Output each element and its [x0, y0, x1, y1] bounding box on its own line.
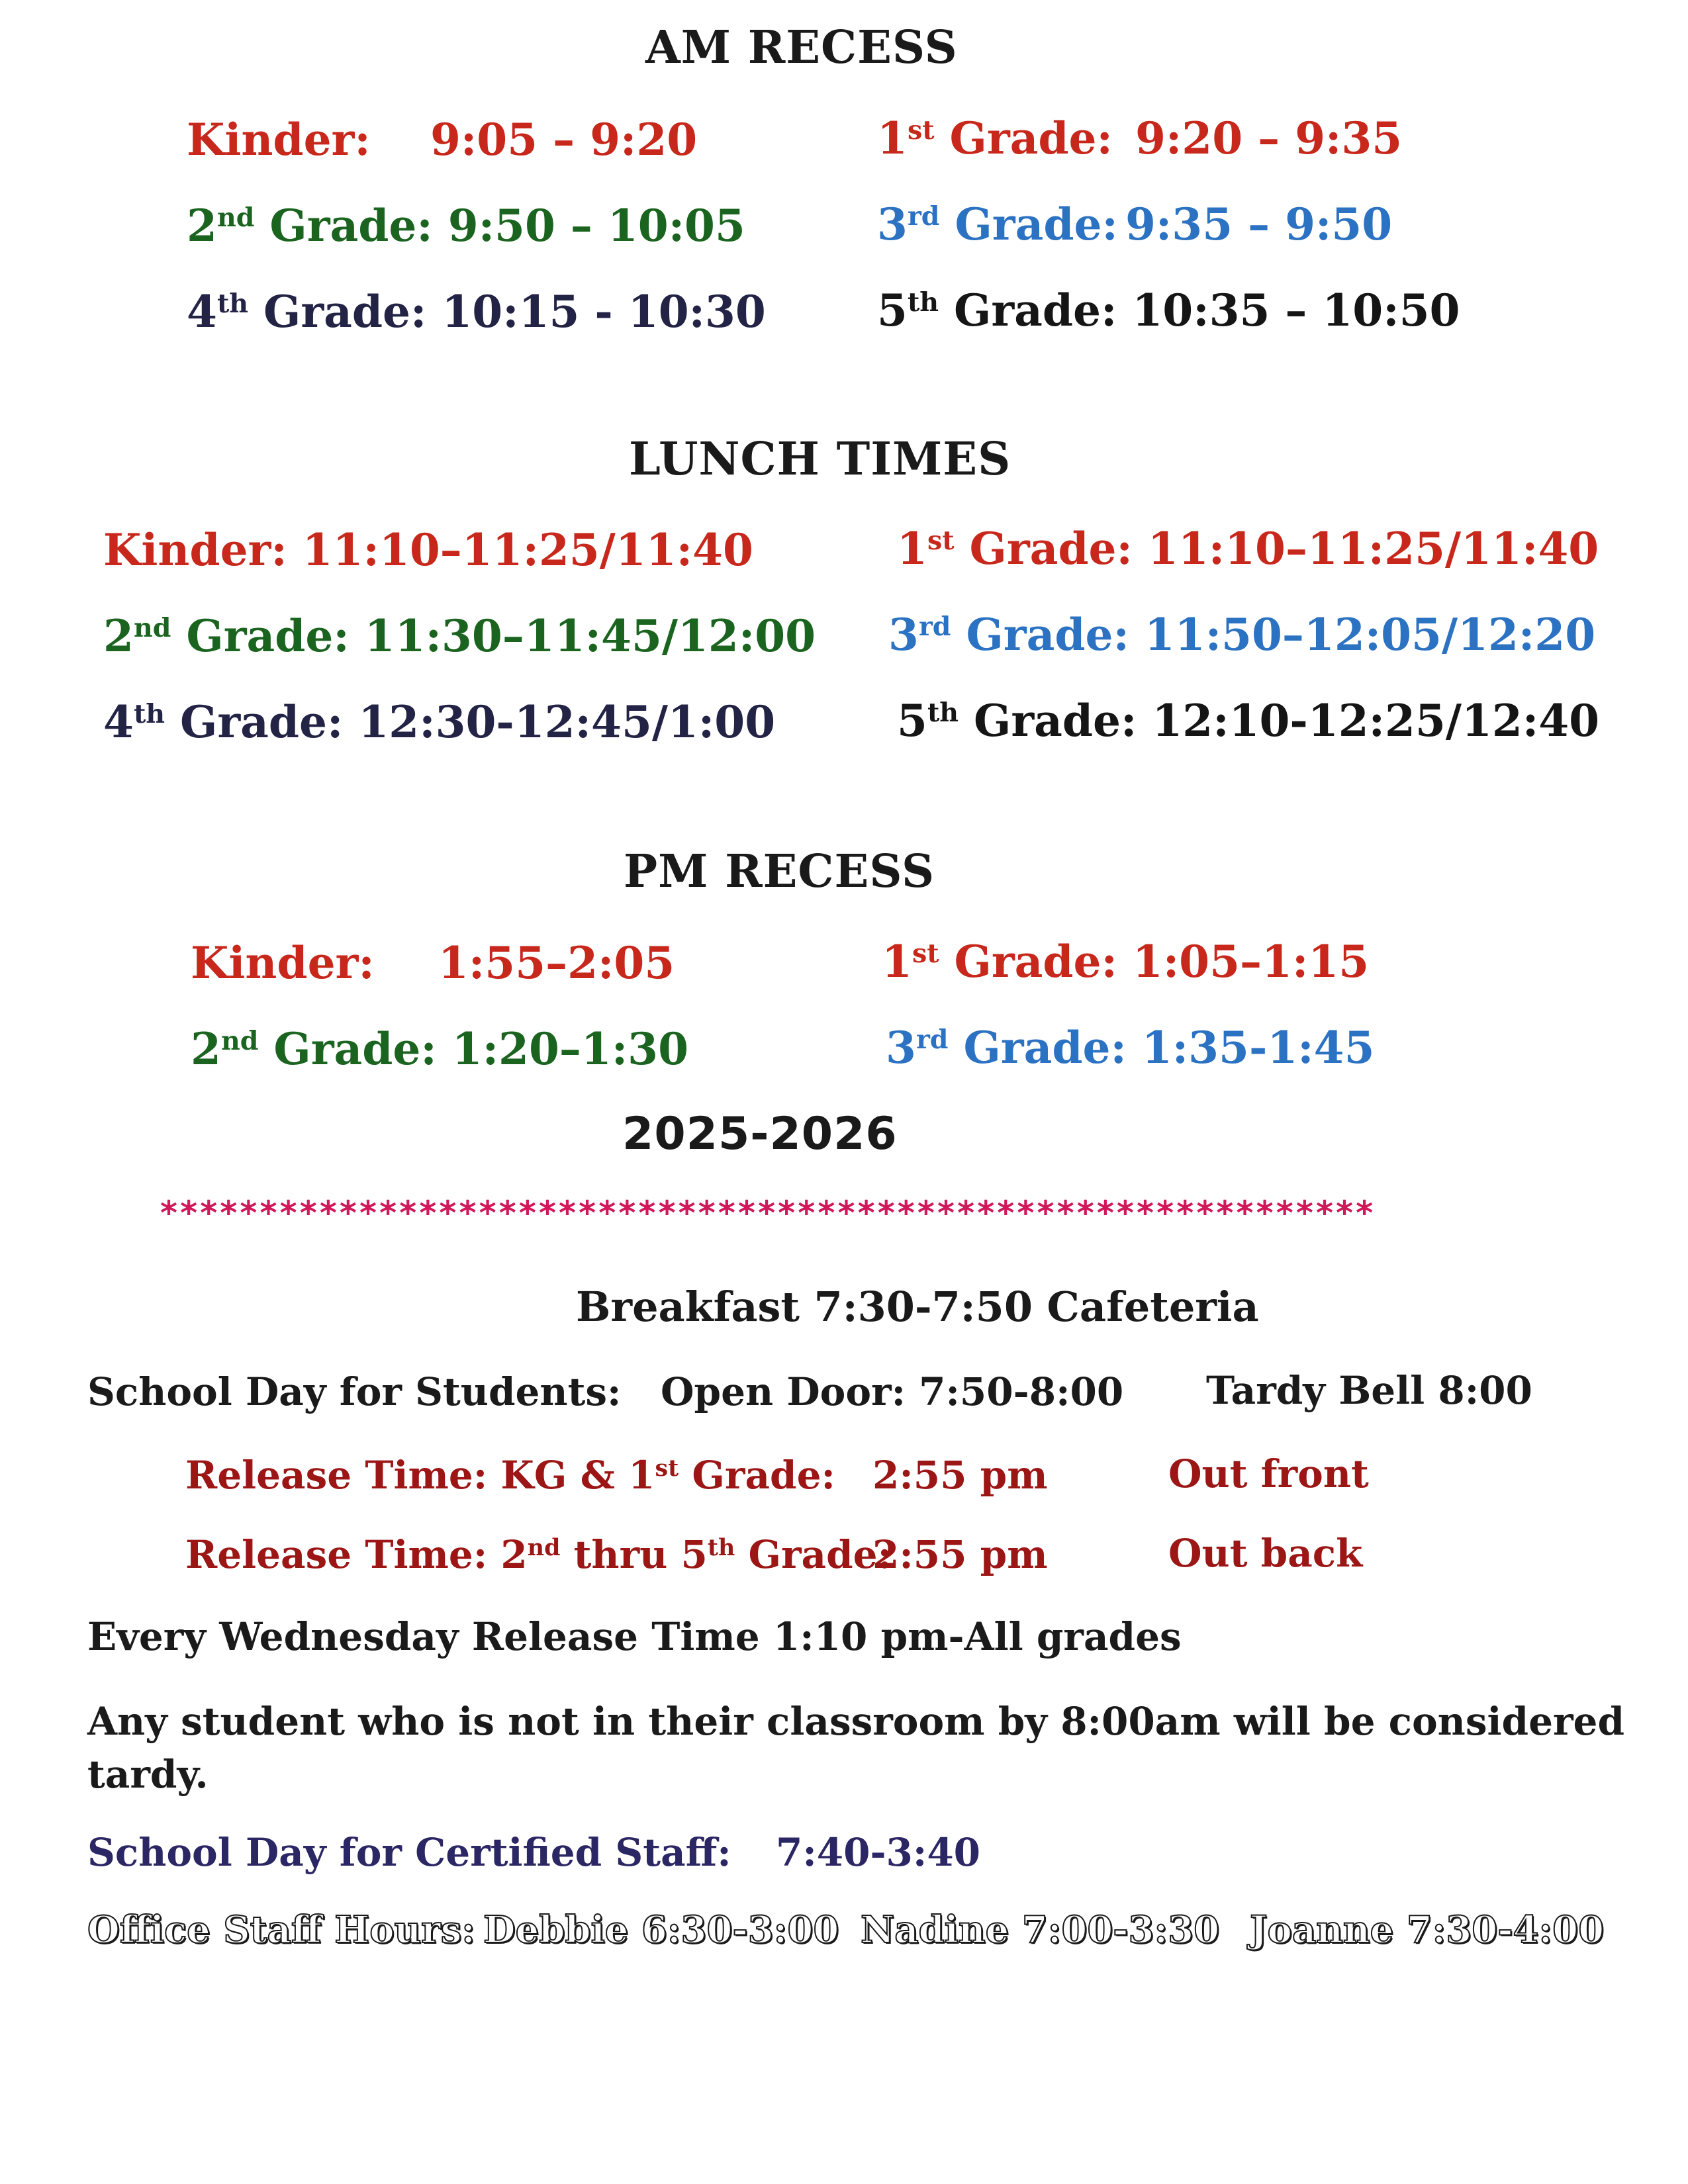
release-kg-1st-time: 2:55 pm	[872, 1453, 1048, 1498]
certified-staff-label: School Day for Certified Staff:	[87, 1830, 731, 1875]
am-kinder-time: 9:05 – 9:20	[430, 114, 698, 165]
school-year: 2025-2026	[622, 1108, 898, 1160]
am-recess-title: AM RECESS	[645, 21, 958, 74]
am-grade1-time: 9:20 – 9:35	[1135, 113, 1403, 164]
lunch-kinder: Kinder: 11:10–11:25/11:40	[103, 524, 753, 576]
pm-kinder-time: 1:55–2:05	[438, 937, 675, 989]
pm-grade1: 1st Grade: 1:05–1:15	[882, 936, 1370, 987]
release-kg-1st-label: Release Time: KG & 1st Grade:	[185, 1453, 835, 1498]
lunch-times-title: LUNCH TIMES	[629, 433, 1011, 486]
release-2-5-location: Out back	[1168, 1531, 1363, 1576]
lunch-grade3: 3rd Grade: 11:50–12:05/12:20	[888, 609, 1596, 660]
tardy-note-line2: tardy.	[87, 1752, 209, 1797]
lunch-grade2: 2nd Grade: 11:30–11:45/12:00	[103, 610, 816, 662]
am-grade5: 5th Grade: 10:35 – 10:50	[877, 285, 1460, 336]
am-grade2: 2nd Grade: 9:50 – 10:05	[187, 200, 745, 251]
pm-grade2: 2nd Grade: 1:20–1:30	[191, 1023, 689, 1075]
office-staff-joanne: Joanne 7:30-4:00	[1250, 1908, 1605, 1952]
release-kg-1st-location: Out front	[1168, 1451, 1369, 1496]
school-day-label: School Day for Students:	[87, 1369, 622, 1414]
release-2-5-label: Release Time: 2nd thru 5th Grade:	[185, 1532, 892, 1577]
pm-recess-title: PM RECESS	[624, 845, 935, 898]
lunch-grade1: 1st Grade: 11:10–11:25/11:40	[897, 523, 1599, 574]
tardy-note-line1: Any student who is not in their classroom by 8:00am will be considered	[87, 1699, 1625, 1744]
wednesday-release: Every Wednesday Release Time 1:10 pm-All grades	[87, 1614, 1182, 1659]
office-staff-label: Office Staff Hours:	[87, 1908, 475, 1952]
lunch-grade4: 4th Grade: 12:30-12:45/1:00	[103, 696, 776, 748]
lunch-grade5: 5th Grade: 12:10-12:25/12:40	[897, 695, 1600, 747]
release-2-5-time: 2:55 pm	[872, 1532, 1048, 1577]
pm-kinder-label: Kinder:	[191, 937, 375, 989]
am-grade3-time: 9:35 – 9:50	[1125, 199, 1393, 250]
open-door: Open Door: 7:50-8:00	[661, 1369, 1124, 1414]
tardy-bell: Tardy Bell 8:00	[1206, 1368, 1532, 1413]
office-staff-nadine: Nadine 7:00-3:30	[861, 1908, 1220, 1952]
pm-grade3: 3rd Grade: 1:35-1:45	[886, 1022, 1375, 1073]
am-kinder-label: Kinder:	[187, 114, 371, 165]
am-grade3: 3rd Grade:	[877, 199, 1118, 250]
office-staff-debbie: Debbie 6:30-3:00	[483, 1908, 839, 1952]
breakfast-line: Breakfast 7:30-7:50 Cafeteria	[576, 1283, 1259, 1331]
certified-staff-time: 7:40-3:40	[776, 1830, 981, 1875]
am-grade4: 4th Grade: 10:15 - 10:30	[187, 286, 766, 338]
am-grade1: 1st Grade:	[877, 113, 1113, 164]
asterisk-divider: *************************************************************	[159, 1194, 1375, 1232]
